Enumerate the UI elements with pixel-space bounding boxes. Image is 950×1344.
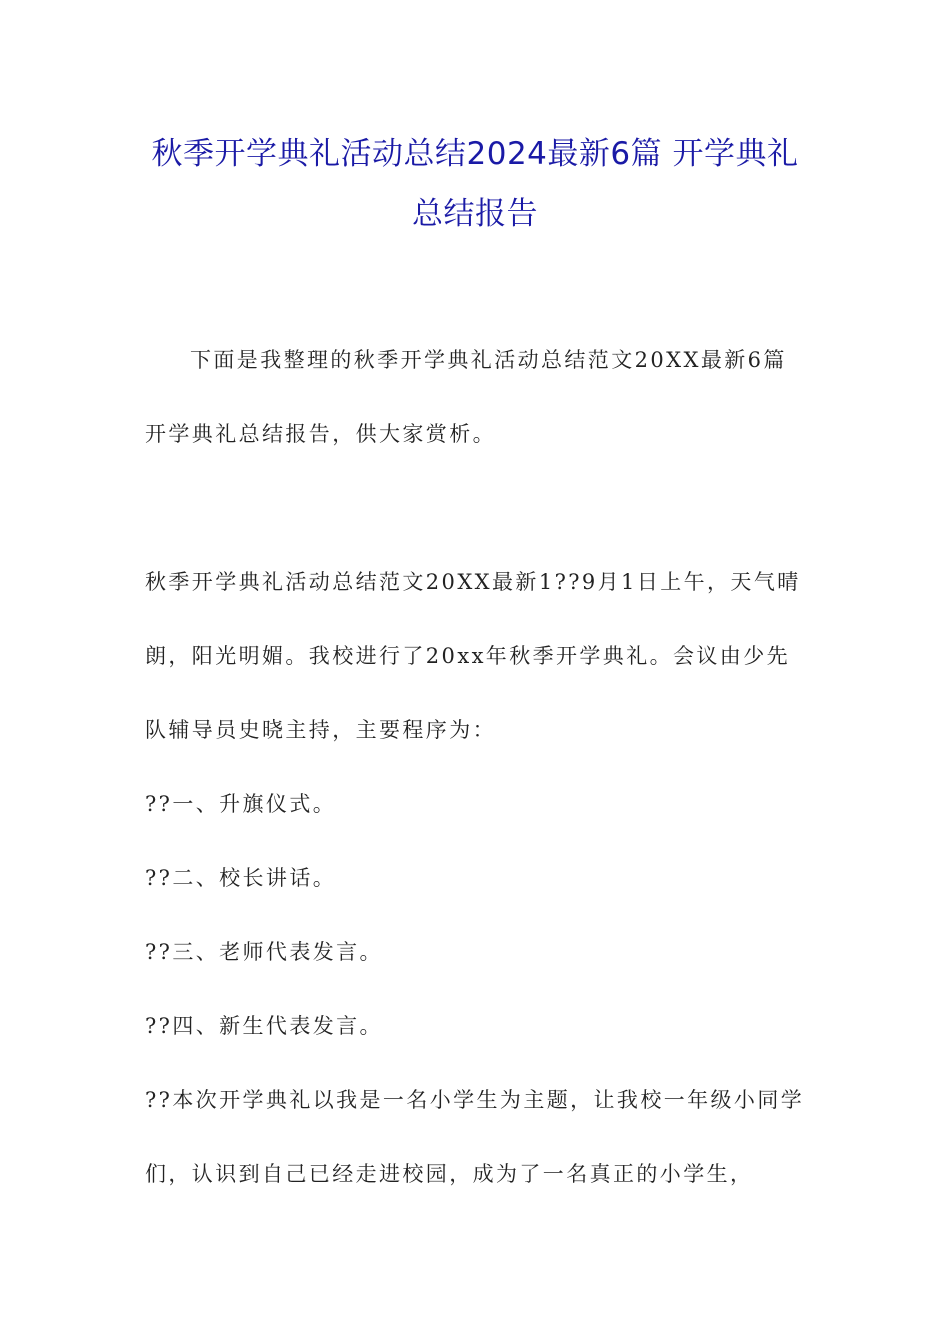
intro-paragraph: 下面是我整理的秋季开学典礼活动总结范文20XX最新6篇开学典礼总结报告，供大家赏析。 <box>145 348 787 446</box>
program-item-flag-raising: ??一、升旗仪式。 <box>145 792 337 816</box>
document-title: 秋季开学典礼活动总结2024最新6篇 开学典礼总结报告 <box>151 136 799 232</box>
program-item-principal-speech: ??二、校长讲话。 <box>145 866 337 890</box>
summary-paragraph: 秋季开学典礼活动总结范文20XX最新1??9月1日上午，天气晴朗，阳光明媚。我校进行了20xx年秋季开学典礼。会议由少先队辅导员史晓主持，主要程序为： <box>145 570 801 742</box>
program-item-teacher-speech: ??三、老师代表发言。 <box>145 940 383 964</box>
program-item-student-speech: ??四、新生代表发言。 <box>145 1014 383 1038</box>
ceremony-theme-paragraph: ??本次开学典礼以我是一名小学生为主题，让我校一年级小同学们，认识到自己已经走进校园，成为了一名真正的小学生， <box>145 1088 805 1186</box>
